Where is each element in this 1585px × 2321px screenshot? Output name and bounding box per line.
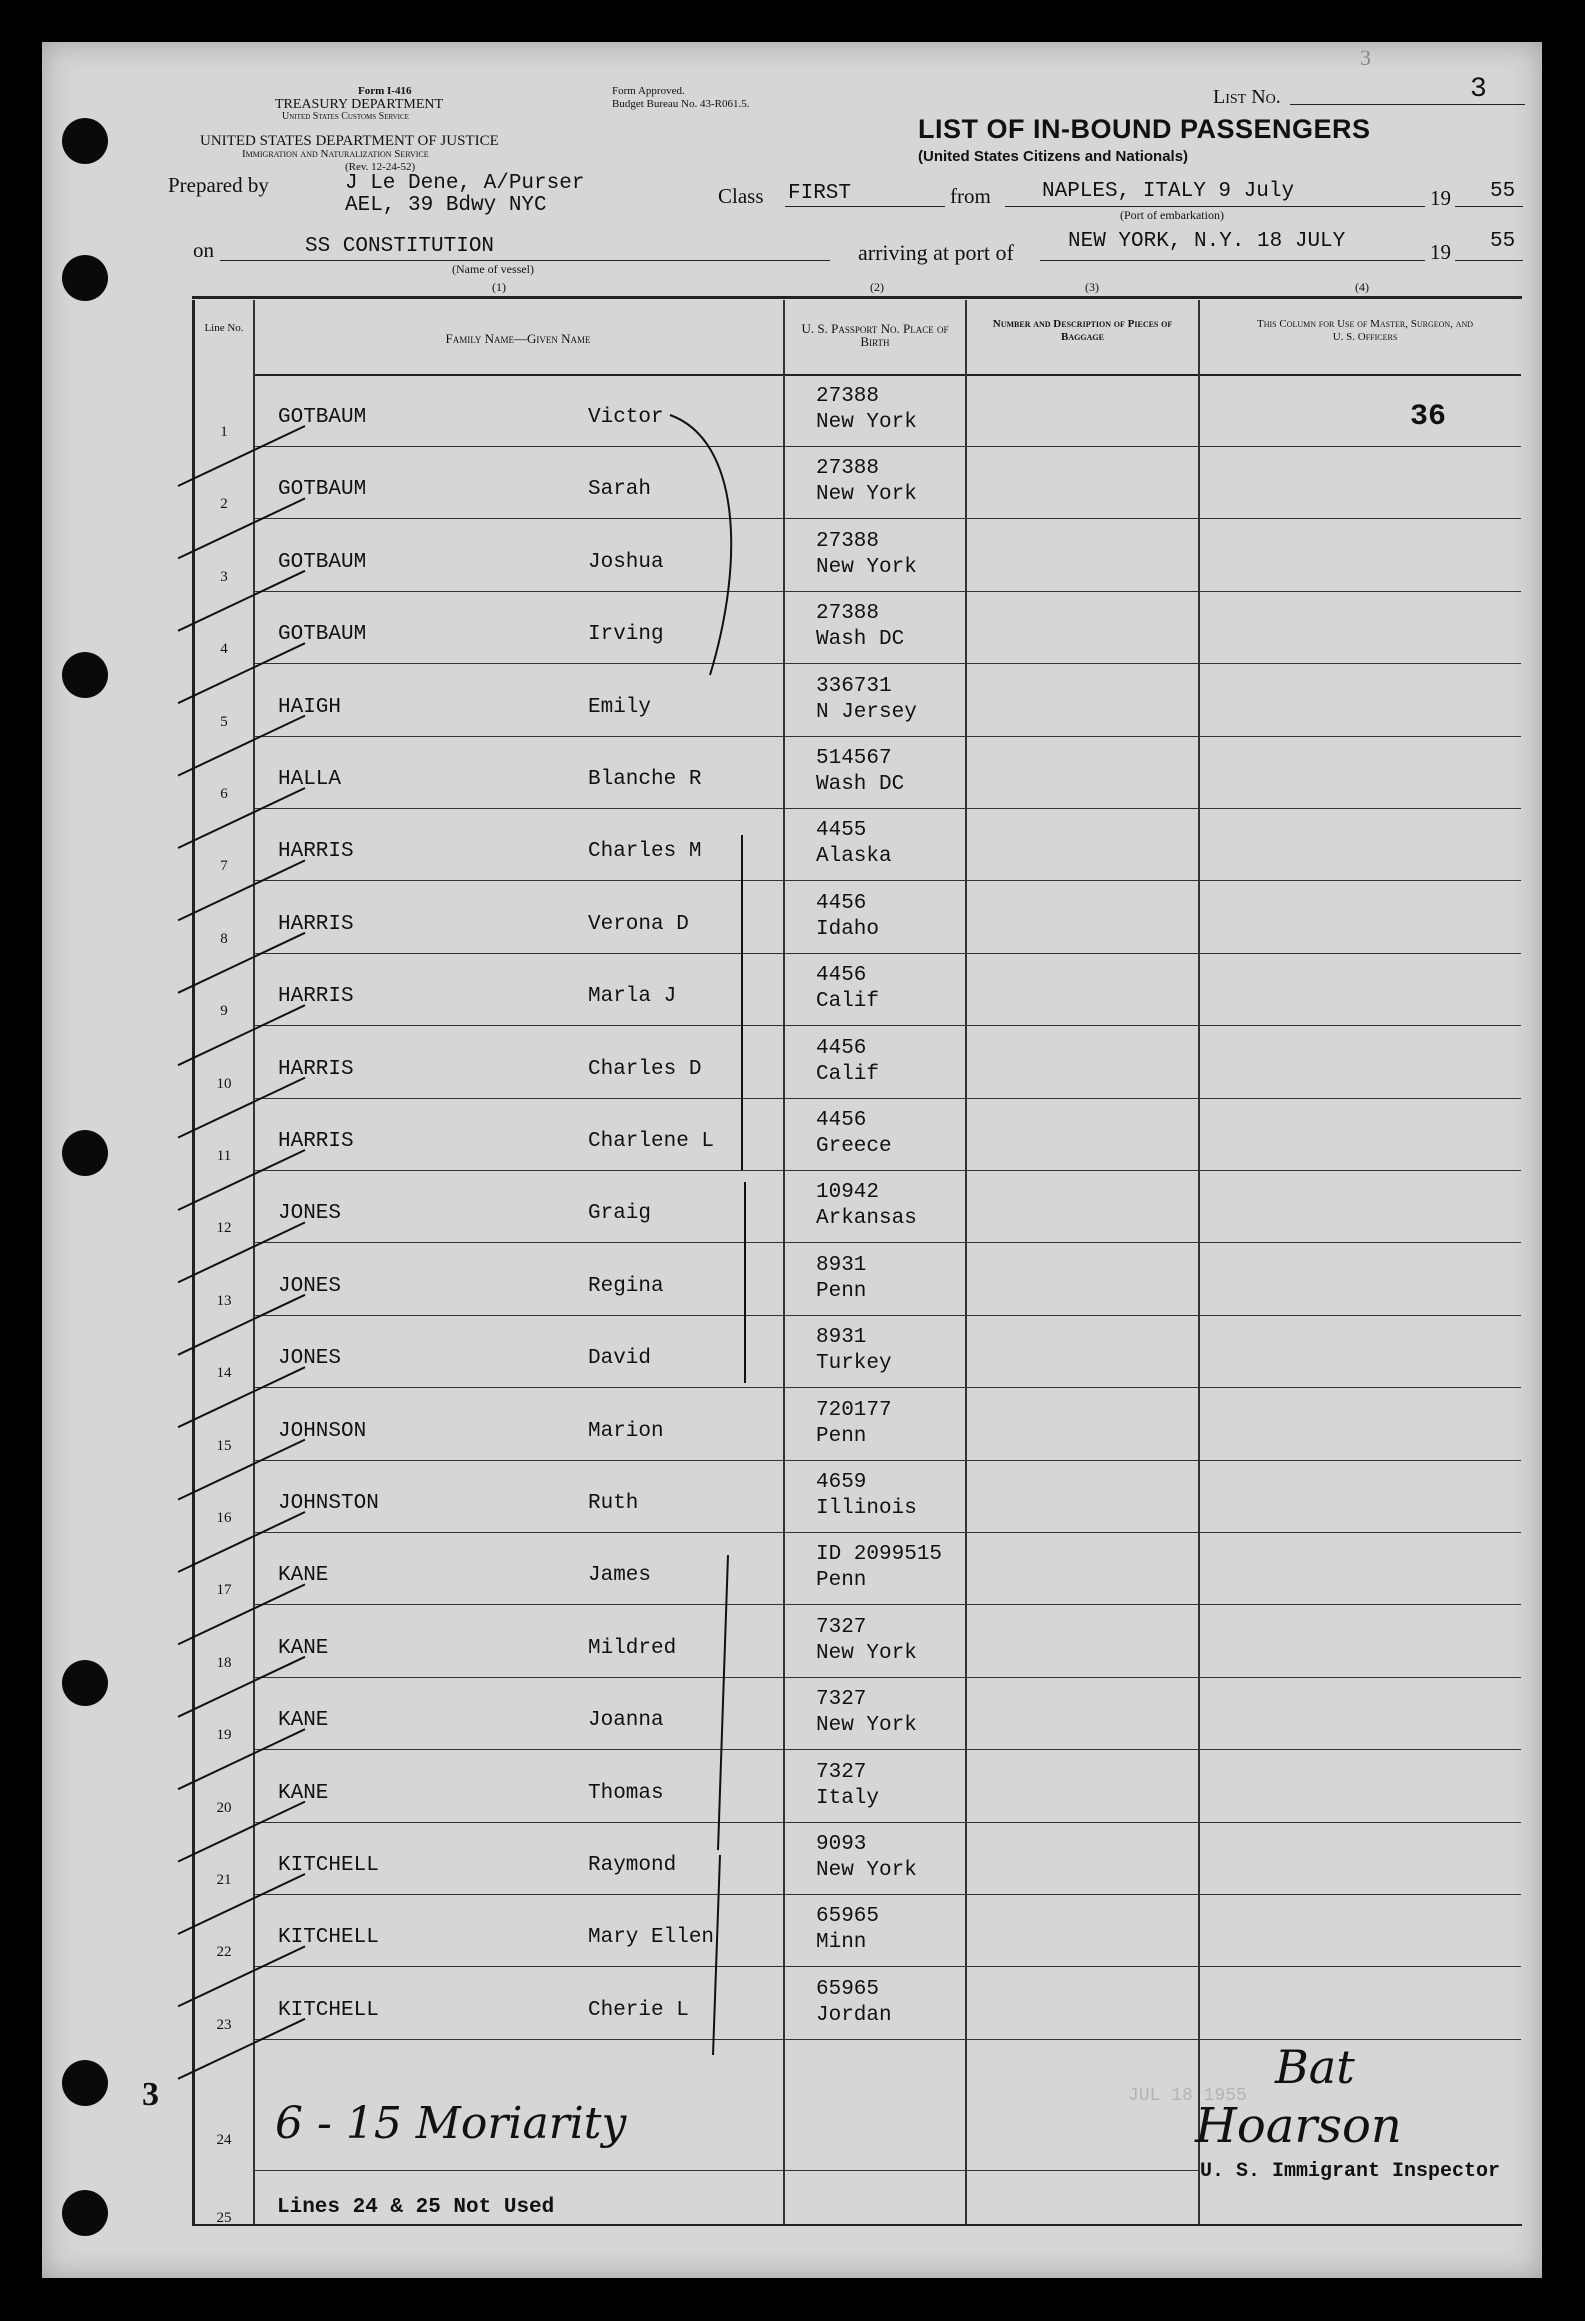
from-year: 55 bbox=[1490, 180, 1516, 203]
given-name: Regina bbox=[588, 1274, 664, 1298]
passport-number: ID 2099515 bbox=[816, 1543, 943, 1567]
given-name: Sarah bbox=[588, 478, 652, 502]
row-line bbox=[253, 1098, 1521, 1099]
row-line bbox=[253, 1242, 1521, 1243]
col-num-2: (2) bbox=[870, 280, 884, 294]
given-name: Raymond bbox=[588, 1854, 677, 1877]
passport-number: 4456 bbox=[816, 891, 867, 915]
row-line bbox=[253, 1822, 1521, 1823]
place-of-birth: Alaska bbox=[816, 845, 892, 869]
arrival-year: 55 bbox=[1490, 230, 1516, 253]
vessel-underline bbox=[220, 260, 830, 261]
passport-number: 9093 bbox=[816, 1833, 867, 1856]
signature-initials: Bat bbox=[1275, 2040, 1355, 2094]
vessel-name: SS CONSTITUTION bbox=[305, 235, 495, 258]
place-of-birth: New York bbox=[816, 1859, 917, 1882]
arrival-port: NEW YORK, N.Y. 18 JULY bbox=[1068, 230, 1346, 253]
punch-hole bbox=[62, 652, 108, 698]
from-underline bbox=[1005, 206, 1425, 207]
list-no-label: List No. bbox=[1213, 86, 1281, 108]
col-header-baggage: Number and Description of Pieces of Baggage bbox=[992, 318, 1173, 343]
row-line bbox=[253, 1315, 1521, 1316]
margin-mark: 3 bbox=[142, 2076, 159, 2113]
family-name: JOHNSON bbox=[278, 1419, 367, 1443]
given-name: Verona D bbox=[588, 912, 689, 936]
given-name: Graig bbox=[588, 1202, 652, 1226]
place-of-birth: Jordan bbox=[816, 2003, 892, 2027]
family-name: HARRIS bbox=[278, 1130, 354, 1153]
line-number: 8 bbox=[220, 930, 228, 947]
family-name: HARRIS bbox=[278, 912, 354, 936]
family-name: HAIGH bbox=[278, 695, 342, 719]
line-number: 18 bbox=[216, 1654, 232, 1671]
row-line-24 bbox=[253, 2170, 1198, 2171]
place-of-birth: New York bbox=[816, 1714, 917, 1738]
line-number: 6 bbox=[220, 786, 228, 802]
year-prefix-2: 19 bbox=[1430, 240, 1451, 264]
family-name: GOTBAUM bbox=[278, 478, 367, 502]
given-name: Irving bbox=[588, 623, 664, 647]
place-of-birth: Illinois bbox=[816, 1497, 917, 1520]
date-stamp: JUL 18 1955 bbox=[1128, 2086, 1247, 2106]
family-name: JOHNSTON bbox=[278, 1492, 379, 1515]
family-name: GOTBAUM bbox=[278, 406, 367, 429]
place-of-birth: New York bbox=[816, 411, 917, 434]
punch-hole bbox=[62, 2060, 108, 2106]
given-name: Mildred bbox=[588, 1636, 677, 1660]
row-line bbox=[253, 1749, 1521, 1750]
budget-bureau: Budget Bureau No. 43-R061.5. bbox=[612, 98, 750, 110]
line-number: 7 bbox=[220, 858, 228, 875]
passport-number: 720177 bbox=[816, 1398, 892, 1422]
given-name: Joanna bbox=[588, 1709, 664, 1733]
place-of-birth: Greece bbox=[816, 1135, 892, 1158]
passport-number: 7327 bbox=[816, 1760, 867, 1784]
given-name: Marion bbox=[588, 1419, 664, 1443]
form-title: LIST OF IN-BOUND PASSENGERS bbox=[918, 114, 1371, 144]
family-name: KANE bbox=[278, 1709, 329, 1733]
line-number: 13 bbox=[216, 1292, 232, 1309]
col-num-1: (1) bbox=[492, 280, 506, 294]
given-name: Mary Ellen bbox=[588, 1926, 715, 1950]
place-of-birth: Calif bbox=[816, 990, 880, 1014]
row-line bbox=[253, 1966, 1521, 1967]
place-of-birth: Minn bbox=[816, 1931, 867, 1955]
place-of-birth: Penn bbox=[816, 1424, 867, 1448]
col-num-3: (3) bbox=[1085, 280, 1099, 294]
arriving-label: arriving at port of bbox=[858, 240, 1014, 265]
col-num-4: (4) bbox=[1355, 280, 1369, 294]
place-of-birth: Penn bbox=[816, 1569, 867, 1593]
family-name: KITCHELL bbox=[278, 1998, 379, 2022]
given-name: David bbox=[588, 1347, 652, 1371]
place-of-birth: Wash DC bbox=[816, 773, 905, 796]
row-line bbox=[253, 880, 1521, 881]
preparer-address: AEL, 39 Bdwy NYC bbox=[345, 194, 547, 217]
family-name: KANE bbox=[278, 1781, 329, 1805]
family-name: HARRIS bbox=[278, 985, 354, 1009]
line-number: 19 bbox=[216, 1727, 232, 1744]
given-name: Charlene L bbox=[588, 1130, 715, 1153]
given-name: Marla J bbox=[588, 985, 677, 1009]
passport-number: 8931 bbox=[816, 1326, 867, 1350]
place-of-birth: Italy bbox=[816, 1786, 880, 1810]
preparer-name: J Le Dene, A/Purser bbox=[345, 172, 585, 195]
given-name: Blanche R bbox=[588, 768, 702, 791]
place-of-birth: New York bbox=[816, 483, 917, 507]
family-name: KANE bbox=[278, 1564, 329, 1588]
row-line bbox=[253, 808, 1521, 809]
place-of-birth: Turkey bbox=[816, 1352, 892, 1376]
punch-hole bbox=[62, 1130, 108, 1176]
class-underline bbox=[785, 206, 945, 207]
punch-hole bbox=[62, 118, 108, 164]
place-of-birth: Idaho bbox=[816, 917, 880, 941]
col-header-name: Family Name—Given Name bbox=[445, 331, 591, 346]
line-number: 3 bbox=[220, 568, 228, 585]
class-value: FIRST bbox=[788, 182, 852, 205]
line-number: 12 bbox=[216, 1220, 232, 1237]
passport-number: 65965 bbox=[816, 1905, 880, 1929]
row-line bbox=[253, 1170, 1521, 1171]
list-no-underline bbox=[1290, 104, 1525, 105]
given-name: Joshua bbox=[588, 550, 664, 574]
divider-lineno bbox=[253, 300, 255, 2225]
embarkation-port: NAPLES, ITALY 9 July bbox=[1042, 180, 1295, 203]
prepared-by-label: Prepared by bbox=[168, 173, 269, 197]
passport-number: 10942 bbox=[816, 1181, 880, 1205]
line-number: 20 bbox=[216, 1799, 232, 1816]
row-line bbox=[253, 953, 1521, 954]
given-name: Victor bbox=[588, 406, 664, 429]
divider-name bbox=[783, 300, 785, 2225]
line-number: 11 bbox=[216, 1148, 232, 1164]
row-line bbox=[253, 1677, 1521, 1678]
passport-number: 4455 bbox=[816, 819, 867, 843]
year-underline-2 bbox=[1455, 260, 1523, 261]
from-label: from bbox=[950, 184, 991, 208]
passport-number: 8931 bbox=[816, 1253, 867, 1277]
line-number: 15 bbox=[216, 1437, 232, 1454]
family-name: KANE bbox=[278, 1636, 329, 1660]
row-line bbox=[253, 1387, 1521, 1388]
place-of-birth: Calif bbox=[816, 1062, 880, 1086]
handwritten-note: 6 - 15 Moriarity bbox=[275, 2098, 627, 2149]
line-number: 21 bbox=[216, 1872, 232, 1888]
row-line bbox=[253, 518, 1521, 519]
table-top-border bbox=[192, 296, 1522, 299]
passport-number: 4659 bbox=[816, 1471, 867, 1494]
given-name: Charles M bbox=[588, 840, 702, 864]
line-number: 1 bbox=[220, 424, 228, 440]
place-of-birth: N Jersey bbox=[816, 700, 917, 724]
line-number: 25 bbox=[216, 2210, 232, 2226]
given-name: James bbox=[588, 1564, 652, 1588]
row-line bbox=[253, 663, 1521, 664]
col-header-line-no: Line No. bbox=[204, 322, 244, 334]
justice-dept: UNITED STATES DEPARTMENT OF JUSTICE bbox=[200, 133, 499, 149]
family-name: KITCHELL bbox=[278, 1926, 379, 1950]
family-name: HARRIS bbox=[278, 1057, 354, 1081]
place-of-birth: New York bbox=[816, 1641, 917, 1665]
officer-count-mark: 36 bbox=[1410, 400, 1447, 434]
row-line bbox=[253, 1894, 1521, 1895]
table-left-border bbox=[192, 300, 195, 2225]
given-name: Thomas bbox=[588, 1781, 664, 1805]
lines-not-used: Lines 24 & 25 Not Used bbox=[277, 2196, 555, 2219]
row-line bbox=[253, 1025, 1521, 1026]
form-page bbox=[42, 42, 1542, 2278]
passport-number: 27388 bbox=[816, 457, 880, 481]
form-approved: Form Approved. bbox=[612, 85, 685, 97]
line-number: 22 bbox=[216, 1944, 232, 1961]
row-line bbox=[253, 1604, 1521, 1605]
divider-baggage bbox=[1198, 300, 1200, 2225]
col-header-passport: U. S. Passport No. Place of Birth bbox=[801, 321, 949, 349]
line-number: 23 bbox=[216, 2016, 232, 2033]
line-number: 16 bbox=[216, 1510, 232, 1526]
family-name: GOTBAUM bbox=[278, 623, 367, 647]
passport-number: 336731 bbox=[816, 674, 892, 698]
row-line bbox=[253, 1532, 1521, 1533]
given-name: Charles D bbox=[588, 1057, 702, 1081]
family-name: GOTBAUM bbox=[278, 550, 367, 574]
form-subtitle: (United States Citizens and Nationals) bbox=[918, 148, 1189, 165]
given-name: Ruth bbox=[588, 1492, 639, 1515]
passport-number: 514567 bbox=[816, 747, 892, 770]
form-number: Form I-416 bbox=[358, 85, 412, 97]
line-number: 5 bbox=[220, 713, 228, 730]
vessel-caption: (Name of vessel) bbox=[452, 262, 534, 276]
ins-service: Immigration and Naturalization Service bbox=[242, 148, 429, 160]
line-number: 2 bbox=[220, 496, 228, 513]
line-number: 24 bbox=[216, 2132, 232, 2148]
passport-number: 7327 bbox=[816, 1688, 867, 1712]
col-header-officers: This Column for Use of Master, Surgeon, and U. S. Officers bbox=[1257, 318, 1473, 343]
line-number: 17 bbox=[216, 1582, 232, 1599]
table-bottom-border bbox=[192, 2224, 1522, 2226]
passport-number: 4456 bbox=[816, 964, 867, 988]
family-name: HALLA bbox=[278, 768, 342, 791]
year-prefix-1: 19 bbox=[1430, 186, 1451, 210]
line-number: 4 bbox=[220, 641, 228, 658]
passport-number: 7327 bbox=[816, 1615, 867, 1639]
given-name: Emily bbox=[588, 695, 652, 719]
port-caption: (Port of embarkation) bbox=[1120, 208, 1224, 222]
table-header-bottom bbox=[253, 374, 1521, 376]
list-no-value: 3 bbox=[1470, 74, 1487, 105]
family-name: KITCHELL bbox=[278, 1854, 379, 1877]
family-name: HARRIS bbox=[278, 840, 354, 864]
family-name: JONES bbox=[278, 1202, 342, 1226]
on-label: on bbox=[193, 238, 214, 262]
inspector-signature: Hoarson bbox=[1195, 2098, 1402, 2154]
punch-hole bbox=[62, 1660, 108, 1706]
arrival-underline bbox=[1040, 260, 1425, 261]
passport-number: 65965 bbox=[816, 1977, 880, 2001]
passport-number: 27388 bbox=[816, 602, 880, 626]
place-of-birth: Penn bbox=[816, 1279, 867, 1303]
row-line bbox=[253, 446, 1521, 447]
punch-hole bbox=[62, 2190, 108, 2236]
row-line bbox=[253, 1460, 1521, 1461]
divider-passport bbox=[965, 300, 967, 2225]
place-of-birth: Arkansas bbox=[816, 1207, 917, 1231]
place-of-birth: Wash DC bbox=[816, 628, 905, 652]
punch-hole bbox=[62, 255, 108, 301]
treasury-dept: TREASURY DEPARTMENT bbox=[275, 97, 444, 112]
place-of-birth: New York bbox=[816, 555, 917, 579]
line-number: 10 bbox=[216, 1075, 232, 1092]
list-no-corner: 3 bbox=[1360, 45, 1371, 70]
family-name: JONES bbox=[278, 1274, 342, 1298]
passport-number: 4456 bbox=[816, 1109, 867, 1132]
row-line bbox=[253, 736, 1521, 737]
row-line bbox=[253, 591, 1521, 592]
year-underline-1 bbox=[1455, 206, 1523, 207]
passport-number: 4456 bbox=[816, 1036, 867, 1060]
family-name: JONES bbox=[278, 1347, 342, 1371]
line-number: 9 bbox=[220, 1003, 228, 1020]
customs-service: United States Customs Service bbox=[282, 111, 409, 122]
given-name: Cherie L bbox=[588, 1998, 689, 2022]
passport-number: 27388 bbox=[816, 529, 880, 553]
passport-number: 27388 bbox=[816, 385, 880, 408]
line-number: 14 bbox=[216, 1365, 232, 1382]
inspector-title: U. S. Immigrant Inspector bbox=[1200, 2160, 1501, 2183]
revision-date: (Rev. 12-24-52) bbox=[345, 161, 416, 173]
class-label: Class bbox=[718, 184, 764, 208]
